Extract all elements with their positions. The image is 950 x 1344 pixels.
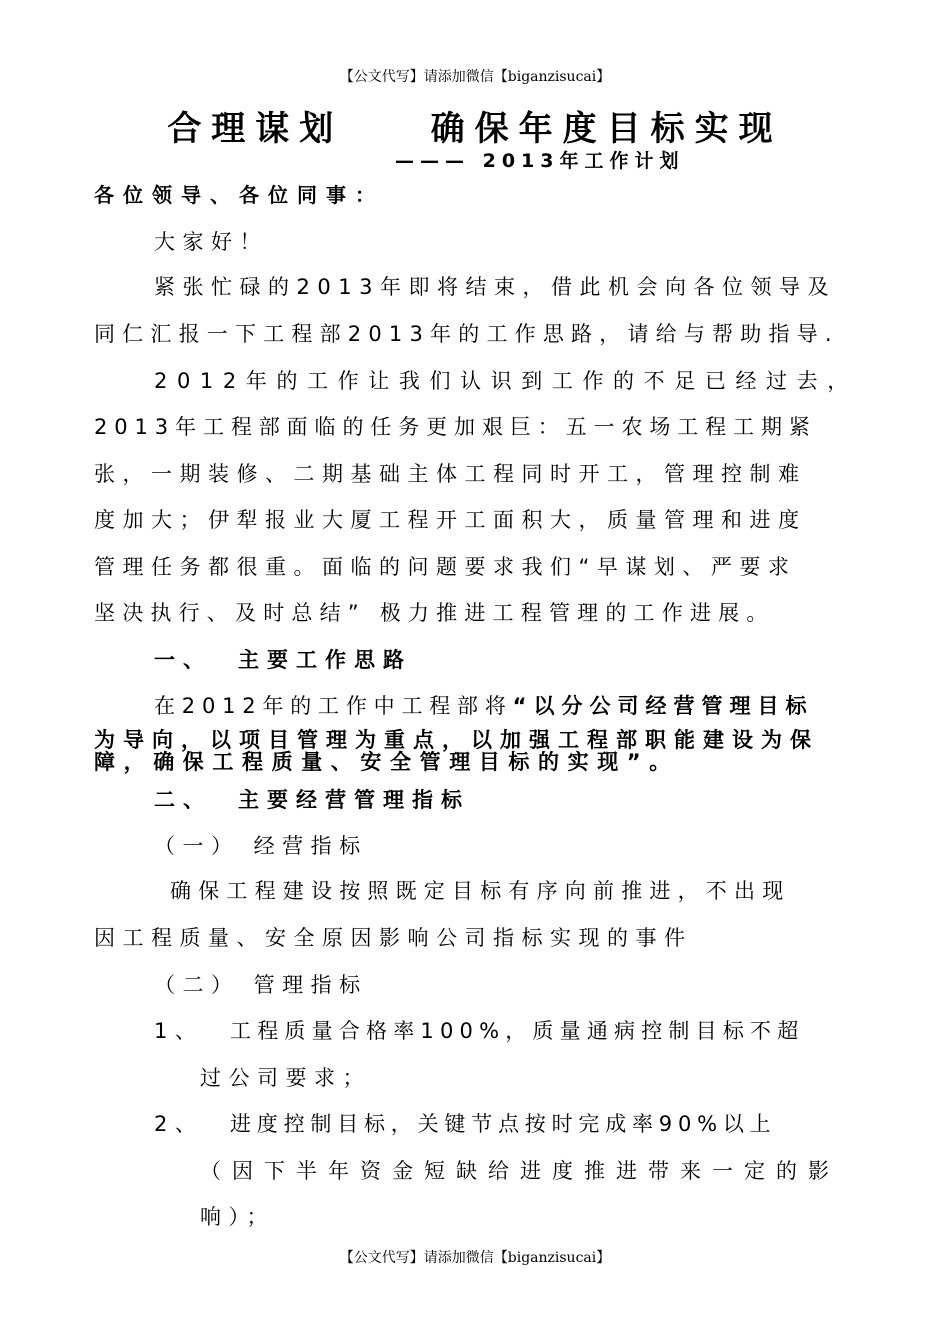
para1-line1: 紧张忙碌的2013年即将结束，借此机会向各位领导及	[154, 275, 836, 299]
para3-bold-2: 为导向，以项目管理为重点，以加强工程部职能建设为保	[94, 728, 819, 752]
para2-line3: 张，一期装修、二期基础主体工程同时开工，管理控制难	[94, 462, 807, 486]
section2-number: 二、	[154, 788, 212, 812]
section1-number: 一、	[154, 648, 212, 672]
section1-heading	[154, 646, 914, 674]
section1-title: 主要工作思路	[238, 648, 412, 672]
item2-line2: （因下半年资金短缺给进度推进带来一定的影	[200, 1159, 840, 1183]
section2-heading	[154, 786, 914, 814]
para2-line4: 度加大；伊犁报业大厦工程开工面积大，质量管理和进度	[94, 508, 807, 532]
para2-line1: 2012年的工作让我们认识到工作的不足已经过去，	[154, 369, 858, 393]
hello-line: 大家好！	[154, 230, 268, 254]
para3-lead: 在2012年的工作中工程部将	[154, 694, 513, 718]
para4-line2: 因工程质量、安全原因影响公司指标实现的事件	[94, 926, 693, 950]
para3-bold-1: “以分公司经营管理目标	[512, 694, 814, 718]
item2-line1: 进度控制目标，关键节点按时完成率90%以上	[230, 1112, 777, 1136]
para1-line2: 同仁汇报一下工程部2013年的工作思路，请给与帮助指导.	[94, 322, 839, 346]
item2-number: 2、	[154, 1112, 204, 1136]
page-footer: 【公文代写】请添加微信【biganzisucai】	[339, 1250, 611, 1266]
para4-line1: 确保工程建设按照既定目标有序向前推进，不出现	[170, 879, 791, 903]
para2-line5: 管理任务都很重。面临的问题要求我们“早谋划、严要求	[94, 555, 797, 579]
para2-line2: 2013年工程部面临的任务更加艰巨：五一农场工程工期紧	[94, 415, 817, 439]
item1-line2: 过公司要求；	[200, 1066, 371, 1090]
subsection2-heading: （二） 管理指标	[154, 973, 368, 997]
subsection1-heading: （一） 经营指标	[154, 834, 368, 858]
document-title: 合理谋划 确保年度目标实现	[167, 109, 783, 149]
greeting: 各位领导、各位同事：	[94, 183, 384, 207]
item2-line3: 响）；	[200, 1205, 275, 1229]
para2-line6: 坚决执行、及时总结” 极力推进工程管理的工作进展。	[94, 601, 775, 625]
page-header: 【公文代写】请添加微信【biganzisucai】	[339, 69, 611, 85]
item1-number: 1、	[154, 1019, 204, 1043]
para3-bold-3: 障，确保工程质量、安全管理目标的实现”。	[94, 750, 679, 774]
para3-line1	[154, 692, 914, 720]
item1-line1: 工程质量合格率100%，质量通病控制目标不超	[230, 1019, 805, 1043]
section2-title: 主要经营管理指标	[238, 788, 470, 812]
document-subtitle: ——— 2013年工作计划	[395, 150, 685, 172]
